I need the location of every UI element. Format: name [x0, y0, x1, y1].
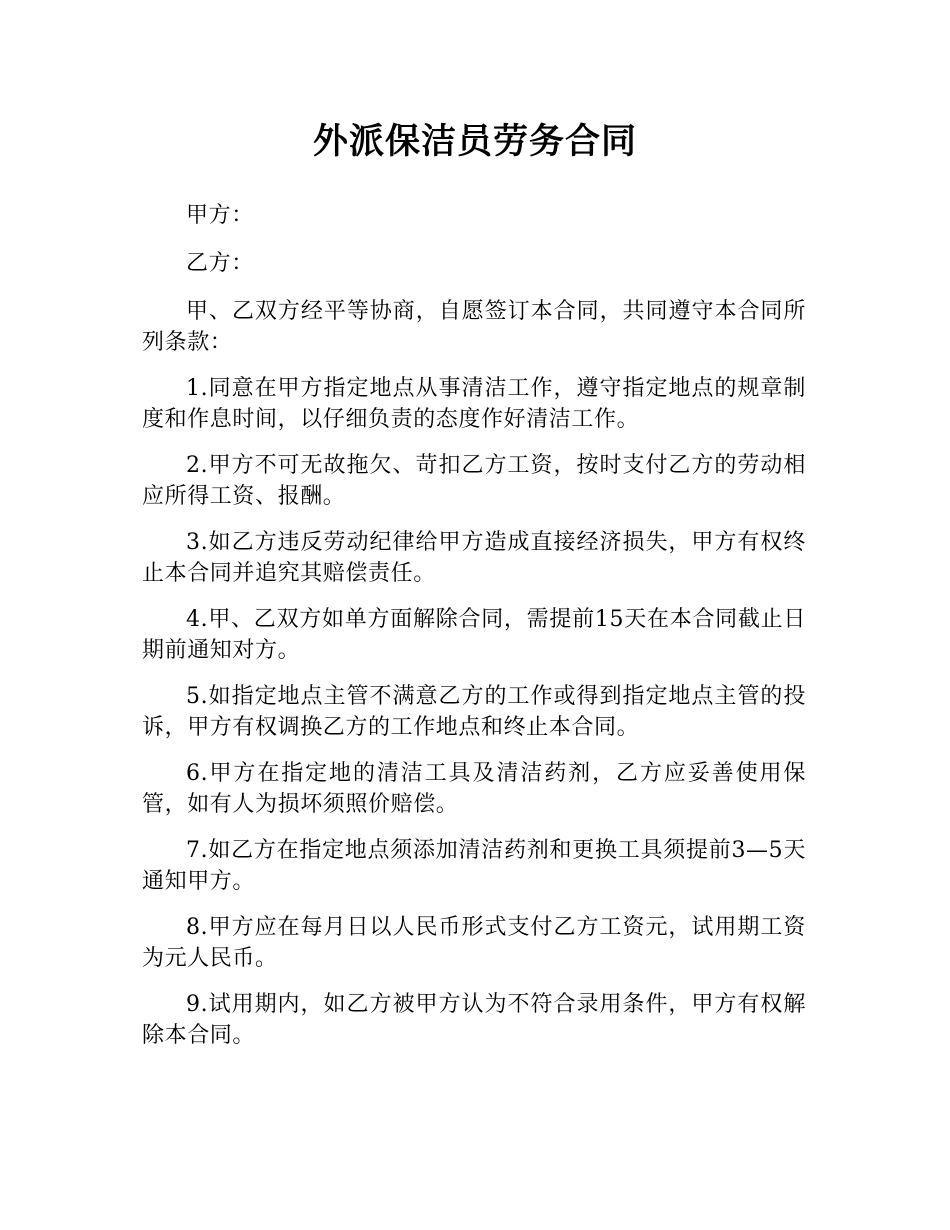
party-b-line: 乙方： [186, 251, 254, 276]
clause-3: 3.如乙方违反劳动纪律给甲方造成直接经济损失，甲方有权终止本合同并追究其赔偿责任。 [142, 530, 806, 586]
clause-4: 4.甲、乙双方如单方面解除合同，需提前15天在本合同截止日期前通知对方。 [142, 607, 806, 663]
clause-6: 6.甲方在指定地的清洁工具及清洁药剂，乙方应妥善使用保管，如有人为损坏须照价赔偿。 [142, 761, 806, 817]
party-a-line: 甲方： [186, 203, 254, 228]
clause-1: 1.同意在甲方指定地点从事清洁工作，遵守指定地点的规章制度和作息时间，以仔细负责的态度作好清洁工作。 [142, 376, 806, 432]
clause-9: 9.试用期内，如乙方被甲方认为不符合录用条件，甲方有权解除本合同。 [142, 992, 806, 1048]
document-body [142, 200, 806, 1066]
clause-7: 7.如乙方在指定地点须添加清洁药剂和更换工具须提前3—5天通知甲方。 [142, 838, 806, 894]
intro-paragraph: 甲、乙双方经平等协商，自愿签订本合同，共同遵守本合同所列条款： [142, 299, 806, 355]
clause-8: 8.甲方应在每月日以人民币形式支付乙方工资元，试用期工资为元人民币。 [142, 915, 806, 971]
clause-2: 2.甲方不可无故拖欠、苛扣乙方工资，按时支付乙方的劳动相应所得工资、报酬。 [142, 453, 806, 509]
clause-5: 5.如指定地点主管不满意乙方的工作或得到指定地点主管的投诉，甲方有权调换乙方的工作地点和终止本合同。 [142, 684, 806, 740]
document-title: 外派保洁员劳务合同 [312, 122, 637, 162]
